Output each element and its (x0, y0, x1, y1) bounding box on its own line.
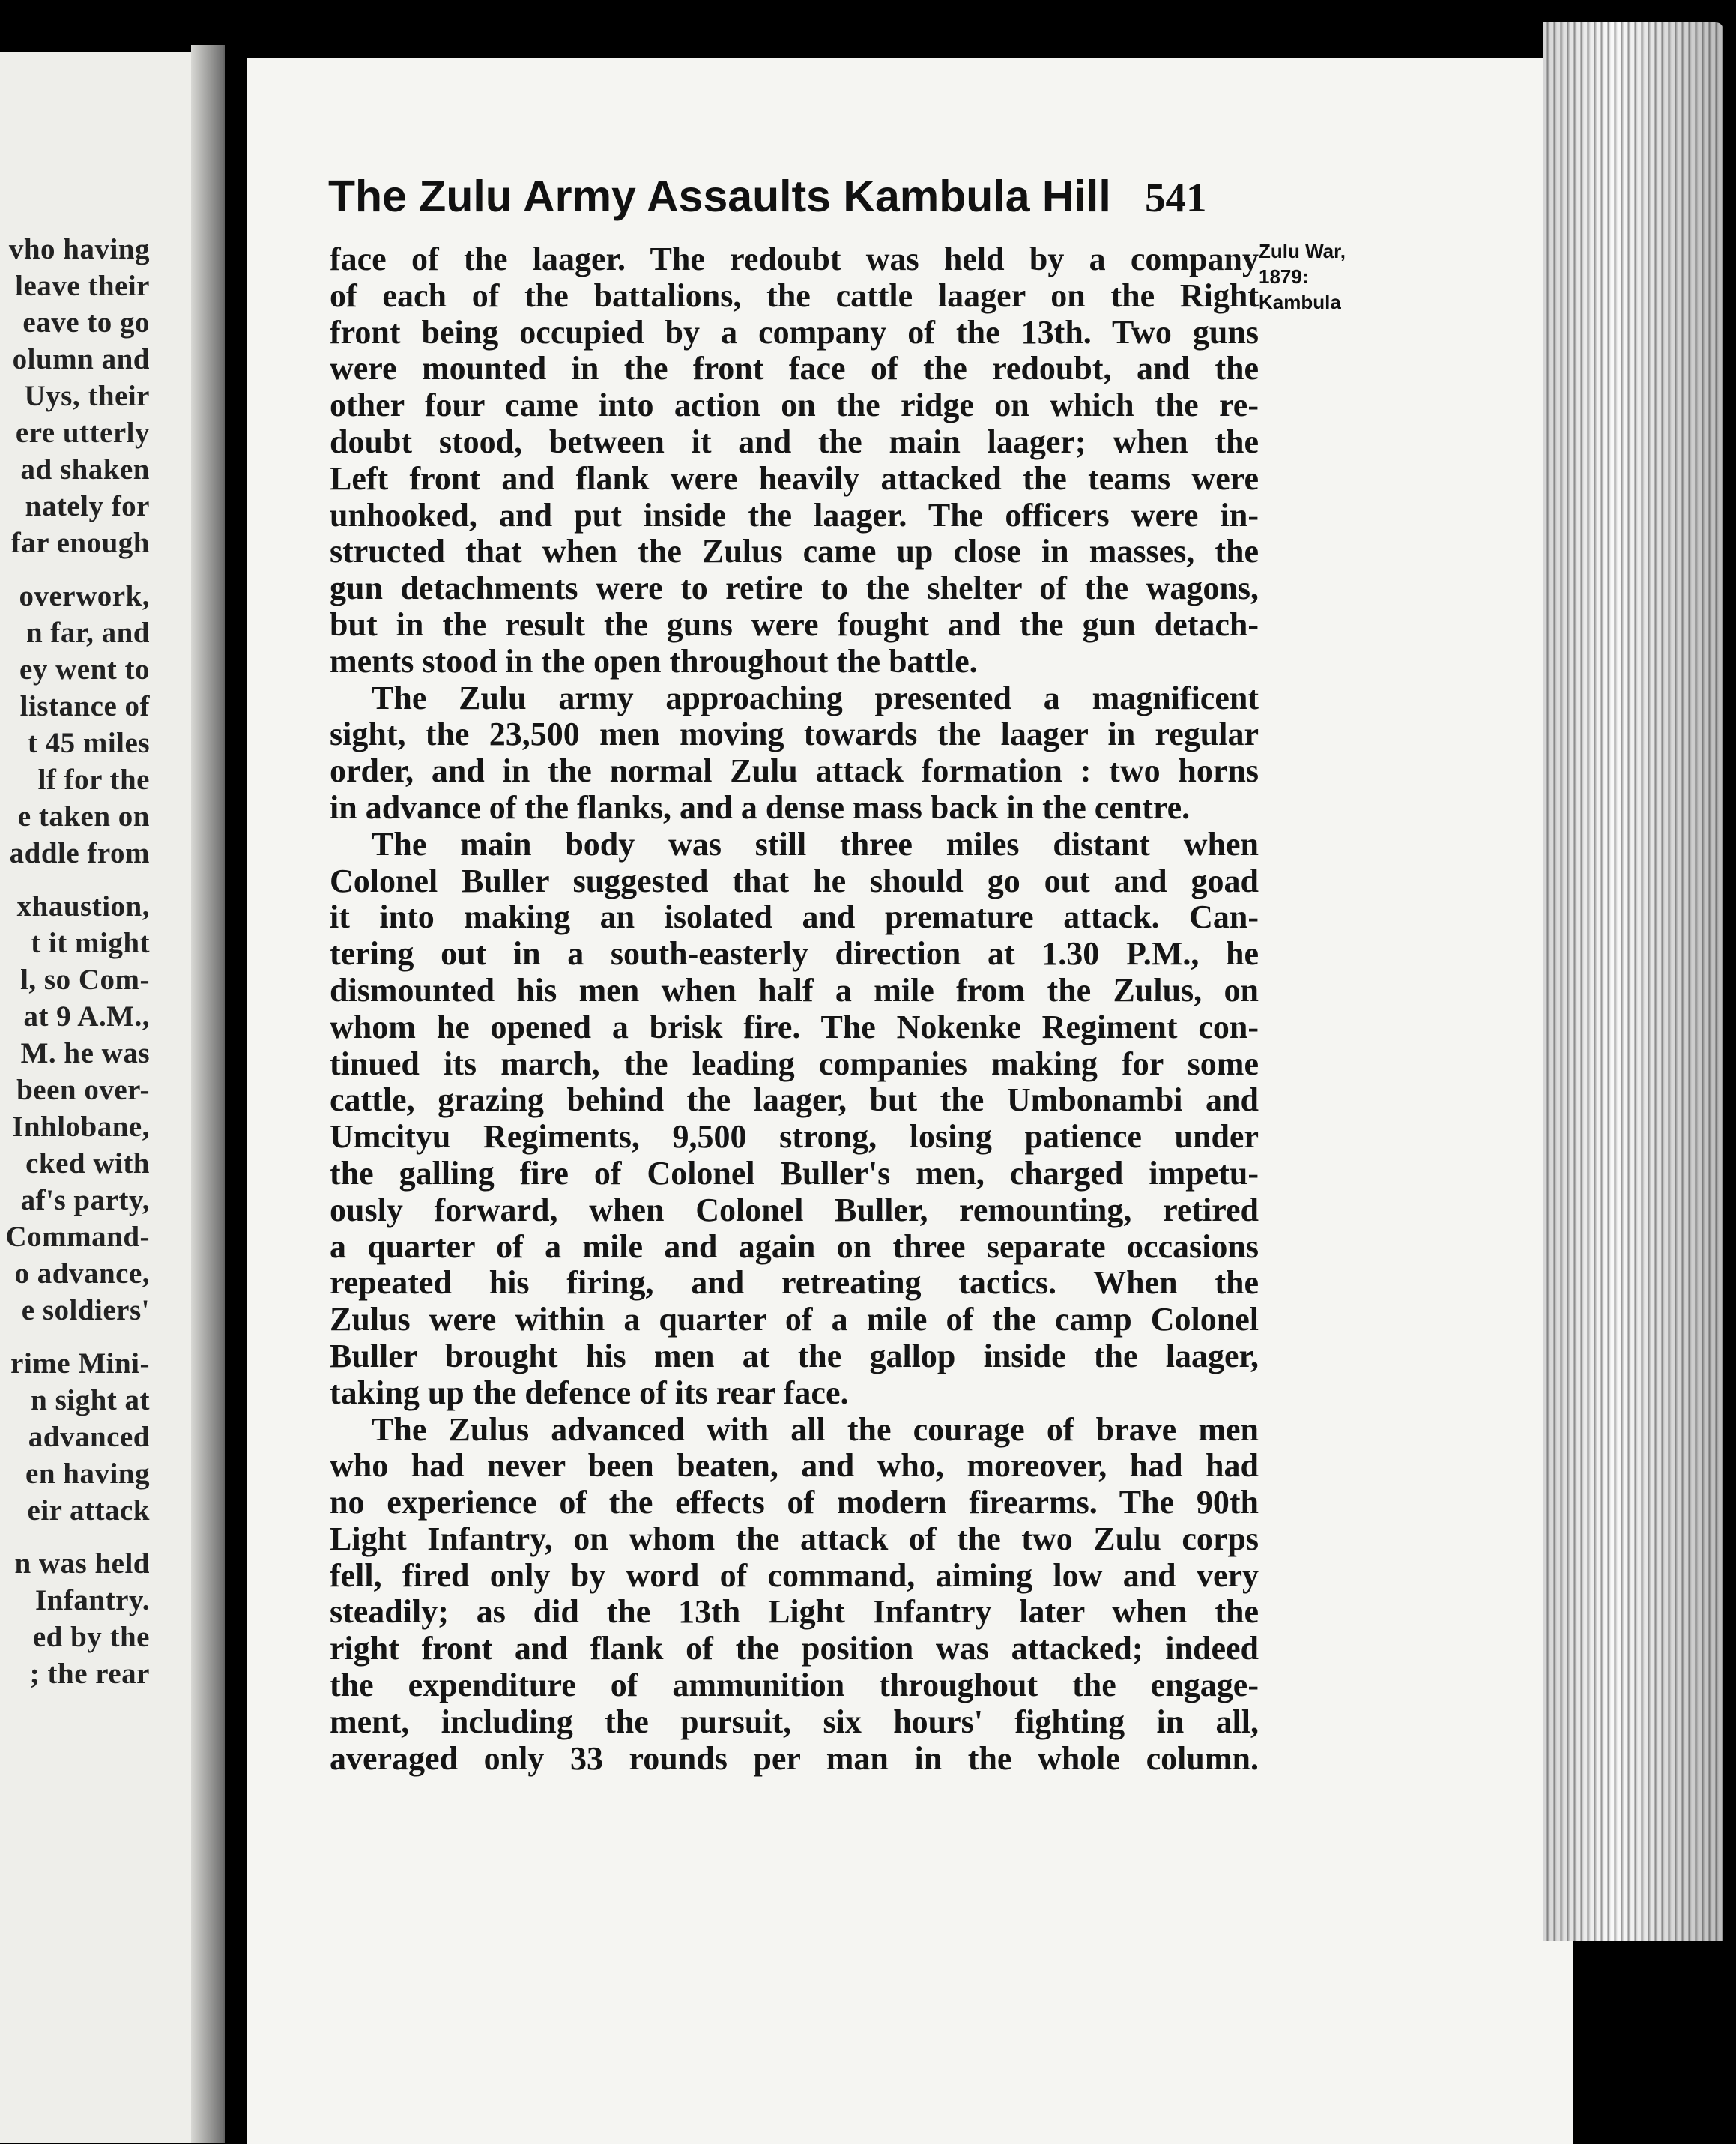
text-line: face of the laager. The redoubt was held by a company (330, 241, 1259, 277)
text-line: the galling fire of Colonel Buller's men, charged impetu- (330, 1154, 1259, 1192)
text-line: Zulus were within a quarter of a mile of the camp Colonel (330, 1301, 1259, 1338)
left-page-line: ey went to (19, 653, 150, 686)
left-page-line: rime Mini- (10, 1347, 150, 1380)
left-page-line: t 45 miles (27, 727, 150, 759)
left-page-line: Command- (5, 1221, 150, 1253)
text-line: fell, fired only by word of command, aiming low and very (330, 1556, 1259, 1594)
left-page-line: n sight at (31, 1384, 150, 1416)
left-page-line: n was held (14, 1547, 150, 1580)
left-page-line: vho having (8, 233, 150, 265)
text-line: averaged only 33 rounds per man in the whole column. (330, 1739, 1259, 1777)
text-line: the expenditure of ammunition throughout the engage- (330, 1667, 1259, 1704)
left-page-line: l, so Com- (20, 964, 150, 996)
left-page-line: advanced (28, 1421, 150, 1453)
text-line: in advance of the flanks, and a dense mass back in the centre. (330, 788, 1191, 826)
text-line: sight, the 23,500 men moving towards the laager in regular (330, 716, 1259, 753)
left-page-line: at 9 A.M., (23, 1000, 150, 1033)
page-title: The Zulu Army Assaults Kambula Hill (328, 172, 1111, 221)
left-page-line: o advance, (14, 1257, 150, 1290)
text-line: order, and in the normal Zulu attack formation : two horns (330, 752, 1259, 790)
text-line: Colonel Buller suggested that he should go out and goad (330, 862, 1259, 899)
left-page-line: far enough (10, 527, 150, 559)
text-line: cattle, grazing behind the laager, but the Umbonambi and (330, 1081, 1259, 1119)
left-page-line: Inhlobane, (12, 1111, 150, 1143)
text-line: Buller brought his men at the gallop inside the laager, (330, 1337, 1259, 1374)
left-page-line: af's party, (20, 1184, 150, 1216)
text-line: of each of the battalions, the cattle laager on the Right (330, 277, 1259, 314)
left-page-line: Infantry. (35, 1584, 150, 1616)
left-page-line: en having (25, 1458, 150, 1490)
left-page-line: t it might (31, 927, 150, 959)
text-line: but in the result the guns were fought and the gun detach- (330, 606, 1259, 643)
left-page-line: M. he was (20, 1037, 150, 1069)
text-line: Umcityu Regiments, 9,500 strong, losing patience under (330, 1118, 1259, 1156)
left-page-line: xhaustion, (16, 890, 150, 922)
margin-note-line: 1879: (1259, 265, 1309, 288)
left-page-line: listance of (19, 690, 150, 722)
left-page-line: eir attack (27, 1494, 150, 1527)
left-page-line: olumn and (12, 343, 150, 375)
margin-note-line: Zulu War, (1259, 240, 1346, 262)
text-line: front being occupied by a company of the 13th. Two guns (330, 313, 1259, 351)
left-page-line: addle from (9, 837, 150, 869)
left-page-line: eave to go (22, 306, 150, 339)
text-line: ments stood in the open throughout the battle. (330, 642, 978, 680)
text-line: Light Infantry, on whom the attack of the two Zulu corps (330, 1520, 1259, 1557)
text-line: dismounted his men when half a mile from the Zulus, on (330, 971, 1259, 1009)
text-line: no experience of the effects of modern firearms. The 90th (330, 1484, 1259, 1521)
left-page-line: ; the rear (29, 1658, 150, 1690)
text-line: The Zulus advanced with all the courage of brave men (372, 1410, 1259, 1448)
text-line: gun detachments were to retire to the shelter of the wagons, (330, 570, 1259, 607)
text-line: right front and flank of the position was attacked; indeed (330, 1630, 1259, 1667)
left-page-line: n far, and (25, 617, 150, 649)
text-line: The Zulu army approaching presented a magnificent (372, 679, 1259, 716)
left-page-line: ere utterly (15, 417, 150, 449)
text-line: were mounted in the front face of the redoubt, and the (330, 350, 1259, 387)
page-edges-shade (1543, 22, 1723, 1941)
text-line: unhooked, and put inside the laager. The officers were in- (330, 496, 1259, 534)
running-header (328, 171, 1302, 231)
text-line: ously forward, when Colonel Buller, remounting, retired (330, 1191, 1259, 1228)
text-line: other four came into action on the ridge on which the re- (330, 387, 1259, 424)
text-line: who had never been beaten, and who, moreover, had had (330, 1447, 1259, 1485)
text-line: tering out in a south-easterly direction at 1.30 P.M., he (330, 935, 1259, 973)
left-page-line: Uys, their (24, 380, 150, 412)
left-page-line: e taken on (17, 800, 150, 833)
left-page-line: e soldiers' (21, 1294, 150, 1326)
text-line: whom he opened a brisk fire. The Nokenke Regiment con- (330, 1008, 1259, 1045)
text-line: tinued its march, the leading companies making for some (330, 1045, 1259, 1082)
left-page-line: overwork, (19, 580, 150, 612)
margin-note-line: Kambula (1259, 291, 1341, 313)
text-line: Left front and flank were heavily attacked the teams were (330, 459, 1259, 497)
text-line: repeated his firing, and retreating tactics. When the (330, 1264, 1259, 1302)
left-page-line: leave their (15, 270, 150, 302)
text-line: The main body was still three miles distant when (372, 825, 1259, 863)
left-page-line: lf for the (37, 764, 150, 796)
page-number: 541 (1145, 175, 1207, 220)
body-text (330, 241, 1259, 1777)
text-line: doubt stood, between it and the main laager; when the (330, 423, 1259, 460)
text-line: taking up the defence of its rear face. (330, 1374, 849, 1411)
text-line: structed that when the Zulus came up close in masses, the (330, 533, 1259, 570)
left-page-line: nately for (25, 490, 150, 522)
text-line: steadily; as did the 13th Light Infantry later when the (330, 1593, 1259, 1631)
text-line: ment, including the pursuit, six hours' fighting in all, (330, 1703, 1259, 1740)
left-page-line: cked with (25, 1147, 150, 1180)
text-line: a quarter of a mile and again on three separate occasions (330, 1227, 1259, 1265)
text-line: it into making an isolated and premature attack. Can- (330, 899, 1259, 936)
left-page-line: ad shaken (20, 453, 150, 486)
margin-note (1259, 238, 1346, 315)
left-page-line: ed by the (32, 1621, 150, 1653)
left-page-line: been over- (16, 1074, 150, 1106)
